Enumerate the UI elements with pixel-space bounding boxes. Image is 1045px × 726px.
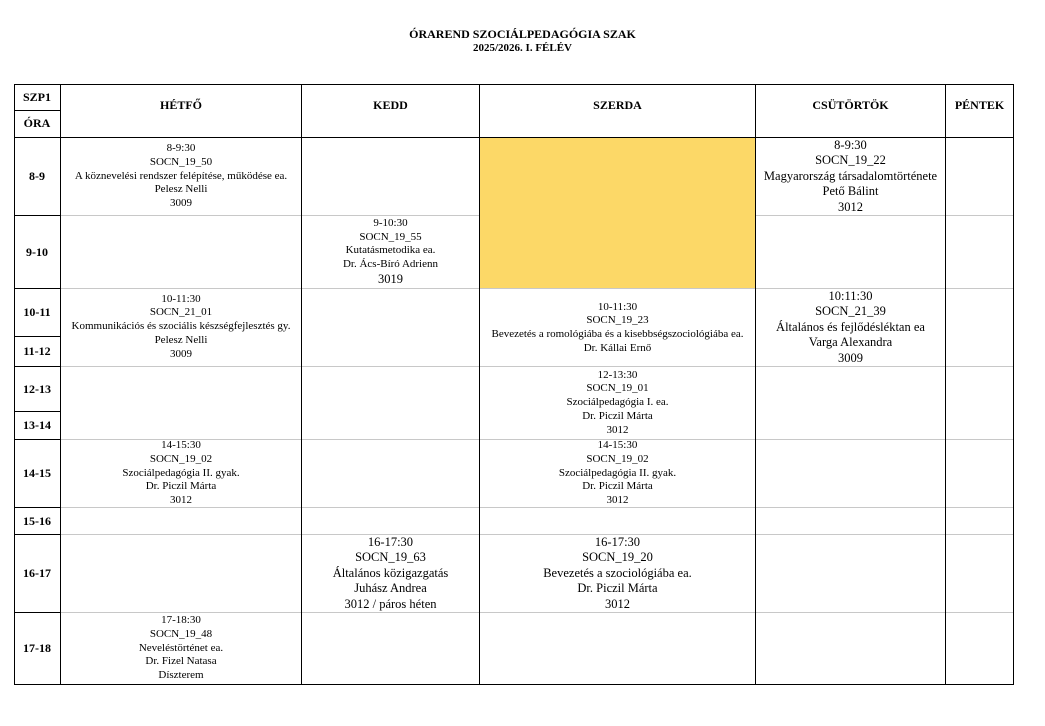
- class-room: 3019: [378, 271, 403, 286]
- page-subtitle: 2025/2026. I. FÉLÉV: [472, 42, 572, 54]
- class-code: SOCN_19_50: [149, 155, 213, 168]
- class-cell: [480, 440, 755, 507]
- class-time: 10:11:30: [828, 288, 873, 303]
- class-cell: [61, 613, 301, 684]
- class-room: 3009: [170, 347, 192, 360]
- class-title: Kommunikációs és szociális készségfejlesztés gy.: [71, 320, 291, 333]
- class-room: 3012: [606, 494, 629, 507]
- class-teacher: Dr. Piczil Márta: [145, 480, 217, 493]
- class-code: SOCN_19_48: [149, 627, 213, 640]
- class-cell: [480, 367, 755, 439]
- column-divider: [945, 84, 946, 685]
- row-divider: [61, 507, 1013, 508]
- row-label: 9-10: [26, 244, 48, 259]
- class-time: 10-11:30: [161, 292, 201, 305]
- class-code: SOCN_19_63: [355, 550, 426, 565]
- class-room: 3009: [170, 197, 192, 210]
- class-code: SOCN_19_02: [149, 452, 213, 465]
- class-title: A köznevelési rendszer felépítése, működése ea.: [74, 169, 288, 182]
- class-teacher: Juhász Andrea: [354, 581, 427, 596]
- class-teacher: Dr. Piczil Márta: [582, 480, 653, 493]
- class-time: 10-11:30: [597, 300, 638, 313]
- row-label: 16-17: [23, 566, 51, 580]
- row-label: 8-9: [29, 169, 45, 183]
- corner-label-group: [14, 110, 60, 137]
- class-time: 17-18:30: [161, 614, 201, 627]
- class-time: 14-15:30: [597, 439, 638, 452]
- class-code: SOCN_21_39: [815, 304, 886, 319]
- class-time: 14-15:30: [161, 439, 201, 452]
- class-title: Szociálpedagógia II. gyak.: [122, 466, 240, 479]
- class-teacher: Pelesz Nelli: [154, 333, 208, 346]
- corner-label-top: SZP1: [22, 89, 51, 104]
- class-title: Általános és fejlődésléktan ea: [776, 319, 925, 334]
- row-label: 15-16: [23, 513, 51, 528]
- page-title: ÓRAREND SZOCIÁLPEDAGÓGIA SZAK: [409, 27, 636, 41]
- class-teacher: Varga Alexandra: [808, 335, 893, 350]
- class-title: Szociálpedagógia I. ea.: [566, 396, 669, 409]
- class-time: 9-10:30: [373, 216, 408, 229]
- day-header-fri: PÉNTEK: [954, 98, 1005, 112]
- table-border: [1013, 84, 1014, 685]
- row-label: 14-15: [23, 466, 51, 480]
- class-cell: [756, 138, 945, 215]
- corner-label-group: [14, 84, 60, 110]
- class-title: Általános közigazgatás: [332, 565, 449, 580]
- class-code: SOCN_19_23: [586, 314, 649, 327]
- class-teacher: Dr. Ács-Bíró Adrienn: [342, 257, 438, 270]
- class-title: Kutatásmetodika ea.: [345, 244, 436, 257]
- class-time: 16-17:30: [594, 534, 641, 549]
- class-cell: [302, 535, 479, 612]
- class-cell: [756, 289, 945, 366]
- highlight-block: [480, 138, 755, 288]
- class-teacher: Dr. Fizel Natasa: [145, 655, 217, 668]
- class-title: Magyarország társadalomtörténete: [763, 168, 938, 183]
- class-teacher: Dr. Piczil Márta: [577, 581, 658, 596]
- row-label: 12-13: [23, 381, 51, 396]
- row-label: 13-14: [23, 418, 51, 432]
- class-code: SOCN_19_22: [815, 153, 886, 168]
- day-header-mon: HÉTFŐ: [159, 98, 202, 112]
- day-header-wed: SZERDA: [593, 98, 642, 112]
- class-time: 16-17:30: [367, 534, 414, 549]
- class-time: 8-9:30: [834, 137, 867, 152]
- class-room: 3009: [838, 350, 863, 365]
- class-time: 8-9:30: [166, 142, 196, 155]
- corner-label-bottom: ÓRA: [23, 116, 51, 130]
- day-header-thu: CSÜTÖRTÖK: [812, 98, 889, 112]
- class-teacher: Pető Bálint: [822, 184, 879, 199]
- class-code: SOCN_19_02: [586, 452, 649, 465]
- class-cell: [61, 140, 301, 213]
- class-teacher: Pelesz Nelli: [154, 183, 208, 196]
- class-cell: [61, 290, 301, 364]
- class-title: Neveléstörténet ea.: [138, 641, 224, 654]
- class-title: Bevezetés a szociológiába ea.: [543, 565, 692, 580]
- class-code: SOCN_19_20: [582, 550, 653, 565]
- class-cell: [61, 440, 301, 507]
- class-time: 12-13:30: [597, 368, 638, 381]
- class-teacher: Dr. Piczil Márta: [582, 409, 653, 422]
- class-title: Szociálpedagógia II. gyak.: [558, 466, 677, 479]
- class-room: 3012: [170, 494, 192, 507]
- class-room: 3012: [606, 423, 629, 436]
- class-code: SOCN_21_01: [149, 306, 213, 319]
- class-title: Bevezetés a romológiába és a kisebbségszociológiába ea.: [491, 328, 744, 340]
- class-teacher: Dr. Kállai Ernő: [583, 341, 652, 354]
- class-cell: [480, 535, 755, 612]
- class-room: 3012 / páros héten: [344, 596, 437, 611]
- class-room: Díszterem: [158, 669, 204, 682]
- day-header-tue: KEDD: [373, 98, 408, 112]
- class-room: 3012: [605, 596, 630, 611]
- class-code: SOCN_19_55: [359, 230, 422, 243]
- row-label: 11-12: [23, 344, 51, 358]
- row-label: 17-18: [23, 641, 51, 655]
- class-code: SOCN_19_01: [586, 382, 649, 395]
- table-border: [14, 684, 1014, 685]
- class-cell: [480, 290, 755, 366]
- class-room: 3012: [838, 199, 863, 214]
- row-label: 10-11: [23, 305, 51, 319]
- class-cell: [302, 216, 479, 288]
- row-divider: [755, 215, 1013, 216]
